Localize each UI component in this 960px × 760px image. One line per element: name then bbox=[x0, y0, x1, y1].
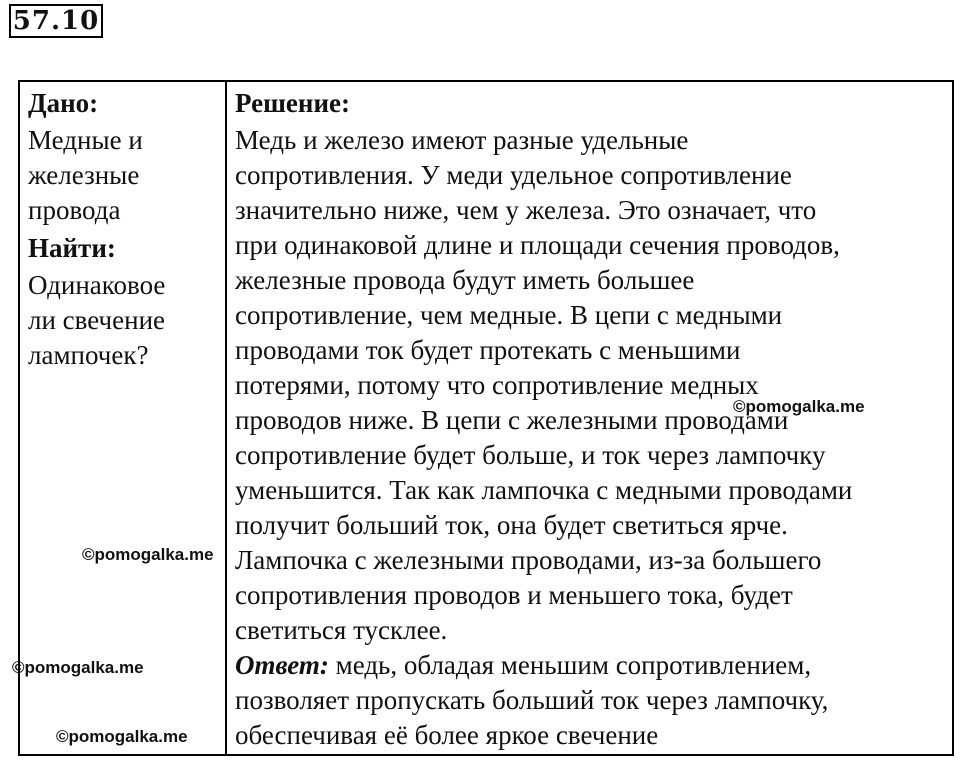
given-text bbox=[28, 123, 218, 228]
solution-line: сопротивление, чем медные. В цепи с медными bbox=[235, 300, 783, 330]
given-line: провода bbox=[28, 195, 121, 225]
find-line: Одинаковое bbox=[28, 270, 166, 300]
solution-line: сопротивления проводов и меньшего тока, будет bbox=[235, 580, 793, 610]
column-divider bbox=[225, 82, 227, 754]
solution-heading: Решение: bbox=[235, 88, 350, 118]
answer-text: медь, обладая меньшим сопротивлением, bbox=[328, 650, 812, 680]
find-text bbox=[28, 268, 218, 373]
watermark: ©pomogalka.me bbox=[733, 397, 865, 416]
solution-line: проводов ниже. В цепи с железными проводами bbox=[235, 405, 789, 435]
solution-line: Лампочка с железными проводами, из-за большего bbox=[235, 545, 822, 575]
watermark: ©pomogalka.me bbox=[12, 658, 144, 677]
watermark: ©pomogalka.me bbox=[56, 727, 188, 746]
find-line: лампочек? bbox=[28, 340, 149, 370]
answer-line: обеспечивая её более яркое свечение bbox=[235, 720, 659, 750]
solution-line: Медь и железо имеют разные удельные bbox=[235, 125, 689, 155]
solution-line: проводами ток будет протекать с меньшими bbox=[235, 335, 741, 365]
given-heading: Дано: bbox=[28, 88, 99, 118]
given-line: железные bbox=[28, 160, 140, 190]
answer-line: позволяет пропускать больший ток через лампочку, bbox=[235, 685, 829, 715]
find-line: ли свечение bbox=[28, 305, 166, 335]
solution-column bbox=[235, 85, 950, 753]
solution-table bbox=[18, 80, 954, 756]
given-line: Медные и bbox=[28, 125, 143, 155]
solution-line: потерями, потому что сопротивление медных bbox=[235, 370, 759, 400]
solution-text bbox=[235, 123, 950, 648]
find-heading: Найти: bbox=[28, 233, 116, 263]
solution-line: железные провода будут иметь большее bbox=[235, 265, 695, 295]
solution-line: светиться тусклее. bbox=[235, 615, 448, 645]
solution-line: значительно ниже, чем у железа. Это означает, что bbox=[235, 195, 817, 225]
given-column bbox=[28, 85, 218, 373]
answer-line bbox=[235, 648, 950, 683]
solution-line: уменьшится. Так как лампочка с медными проводами bbox=[235, 475, 853, 505]
solution-line: сопротивления. У меди удельное сопротивление bbox=[235, 160, 792, 190]
watermark: ©pomogalka.me bbox=[82, 545, 214, 564]
task-number: 57.10 bbox=[9, 4, 103, 38]
solution-line: сопротивление будет больше, и ток через лампочку bbox=[235, 440, 826, 470]
solution-line: при одинаковой длине и площади сечения проводов, bbox=[235, 230, 840, 260]
solution-line: получит больший ток, она будет светиться ярче. bbox=[235, 510, 788, 540]
answer-label: Ответ: bbox=[235, 650, 329, 680]
